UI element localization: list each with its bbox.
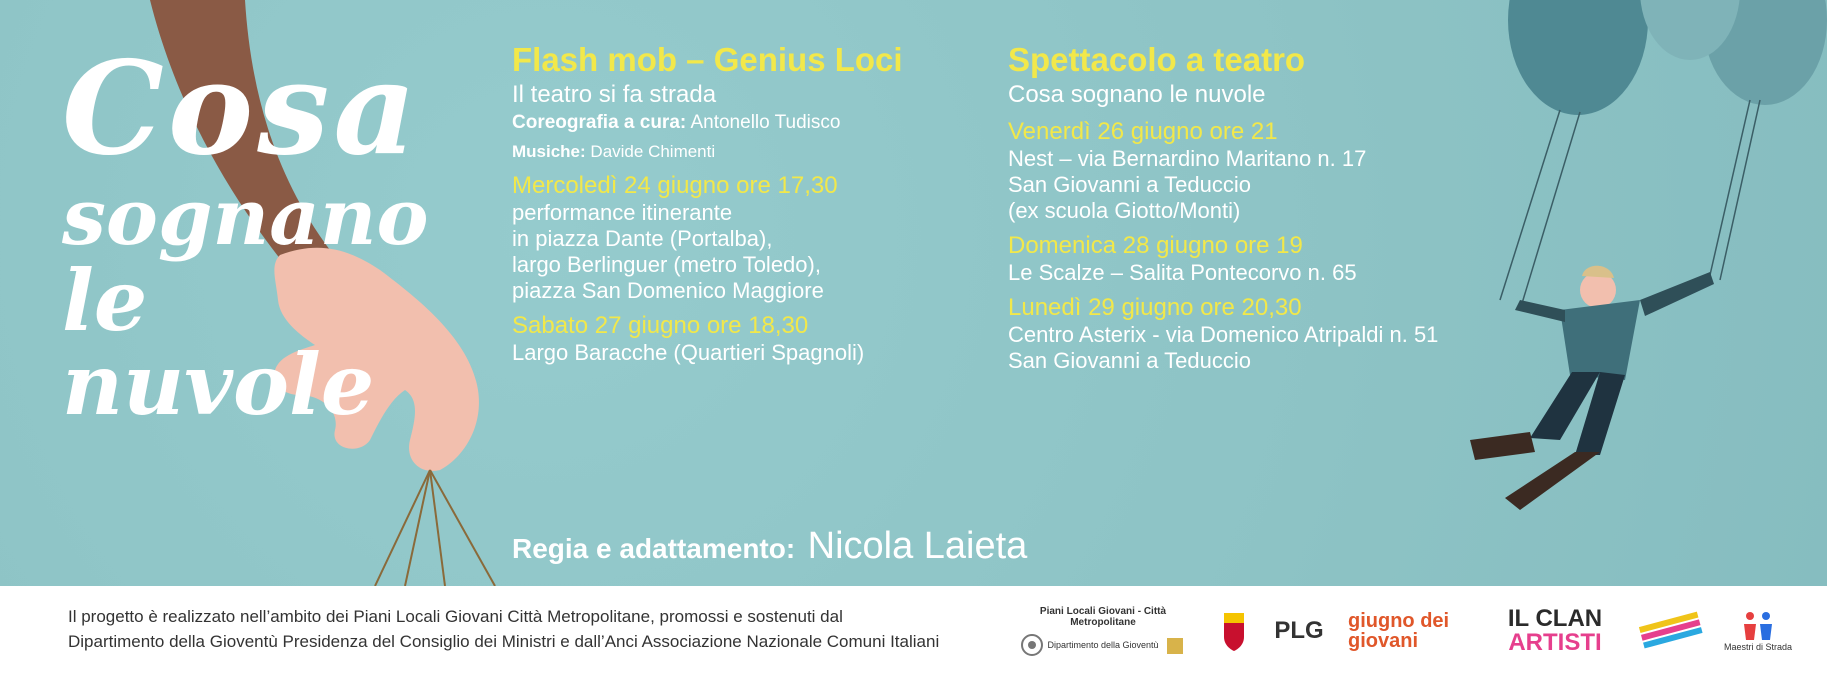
theatre-heading: Spettacolo a teatro <box>1008 41 1306 78</box>
event-block <box>1008 294 1528 374</box>
clan-text: IL CLAN <box>1507 605 1603 632</box>
event-line: Centro Asterix - via Domenico Atripaldi n. 51 <box>1008 322 1439 347</box>
balloon-strings <box>1500 100 1760 310</box>
plg-logo <box>1274 596 1324 666</box>
event-line: Nest – via Bernardino Maritano n. 17 <box>1008 146 1367 171</box>
event-block <box>512 172 982 304</box>
plg-text: PLG <box>1274 617 1324 644</box>
flash-mob-heading: Flash mob – Genius Loci <box>512 41 903 78</box>
giugno-text: giugno dei giovani <box>1348 610 1450 652</box>
event-block <box>512 312 982 366</box>
sponsor-logos <box>1018 596 1798 666</box>
event-date: Sabato 27 giugno ore 18,30 <box>512 312 809 339</box>
music-name: Davide Chimenti <box>590 142 716 161</box>
event-block <box>1008 232 1528 286</box>
event-date: Lunedì 29 giugno ore 20,30 <box>1008 294 1302 321</box>
choreography-label: Coreografia a cura: <box>512 112 687 133</box>
event-date: Mercoledì 24 giugno ore 17,30 <box>512 172 838 199</box>
giugno-giovani-logo <box>1348 596 1478 666</box>
footer-text <box>68 604 1018 654</box>
rainbow-stripes-icon <box>1633 611 1703 651</box>
figures-icon <box>1740 610 1776 642</box>
clan-artisti-logo <box>1500 596 1610 666</box>
event-line: in piazza Dante (Portalba), <box>512 226 773 251</box>
flash-mob-subheading: Il teatro si fa strada <box>512 81 717 108</box>
event-line: performance itinerante <box>512 200 733 225</box>
choreography-name: Antonello Tudisco <box>690 112 841 133</box>
music-credit <box>512 140 982 164</box>
puppet-strings-left <box>375 470 495 586</box>
crest-icon <box>1222 609 1246 653</box>
footer-line-1: Il progetto è realizzato nell’ambito dei Piani Locali Giovani Città Metropolitane, promossi e sostenuti dal <box>68 607 843 626</box>
title-line-2: sognano <box>62 172 429 263</box>
artisti-text: ARTISTI <box>1508 629 1602 656</box>
theatre-column <box>1008 40 1528 378</box>
plg-header-text: Piani Locali Giovani - Città Metropolitane <box>1039 606 1167 628</box>
maestri-text: Maestri di Strada <box>1723 641 1793 652</box>
comune-napoli-logo <box>1214 596 1254 666</box>
footer-line-2: Dipartimento della Gioventù Presidenza del Consiglio dei Ministri e dall’Anci Associazione Nazionale Comuni Italiani <box>68 632 940 651</box>
title-artwork <box>62 34 429 434</box>
anci-icon <box>1165 634 1185 656</box>
event-line: largo Berlinguer (metro Toledo), <box>512 252 821 277</box>
music-label: Musiche: <box>512 142 586 161</box>
event-line: piazza San Domenico Maggiore <box>512 278 824 303</box>
director-name: Nicola Laieta <box>807 525 1028 567</box>
direction-label: Regia e adattamento: <box>512 533 796 564</box>
direction-credit <box>512 525 1027 568</box>
dipartimento-text: Dipartimento della Gioventù <box>1047 639 1159 650</box>
footer <box>0 586 1827 673</box>
event-line: Le Scalze – Salita Pontecorvo n. 65 <box>1008 260 1357 285</box>
event-date: Venerdì 26 giugno ore 21 <box>1008 118 1278 145</box>
event-line: San Giovanni a Teduccio <box>1008 172 1251 197</box>
flash-mob-column <box>512 40 982 370</box>
event-line: San Giovanni a Teduccio <box>1008 348 1251 373</box>
event-line: (ex scuola Giotto/Monti) <box>1008 198 1241 223</box>
title-line-1: Cosa <box>62 34 421 184</box>
dipartimento-logo <box>1018 596 1188 666</box>
rainbow-logo <box>1628 596 1708 666</box>
maestri-strada-logo <box>1723 596 1793 666</box>
choreography-credit <box>512 110 982 136</box>
balloon-1 <box>1508 0 1648 115</box>
emblem-icon <box>1021 634 1043 656</box>
event-date: Domenica 28 giugno ore 19 <box>1008 232 1303 259</box>
title-line-3: le nuvole <box>62 251 375 434</box>
event-block <box>1008 118 1528 224</box>
theatre-subheading: Cosa sognano le nuvole <box>1008 81 1266 108</box>
event-line: Largo Baracche (Quartieri Spagnoli) <box>512 340 865 365</box>
